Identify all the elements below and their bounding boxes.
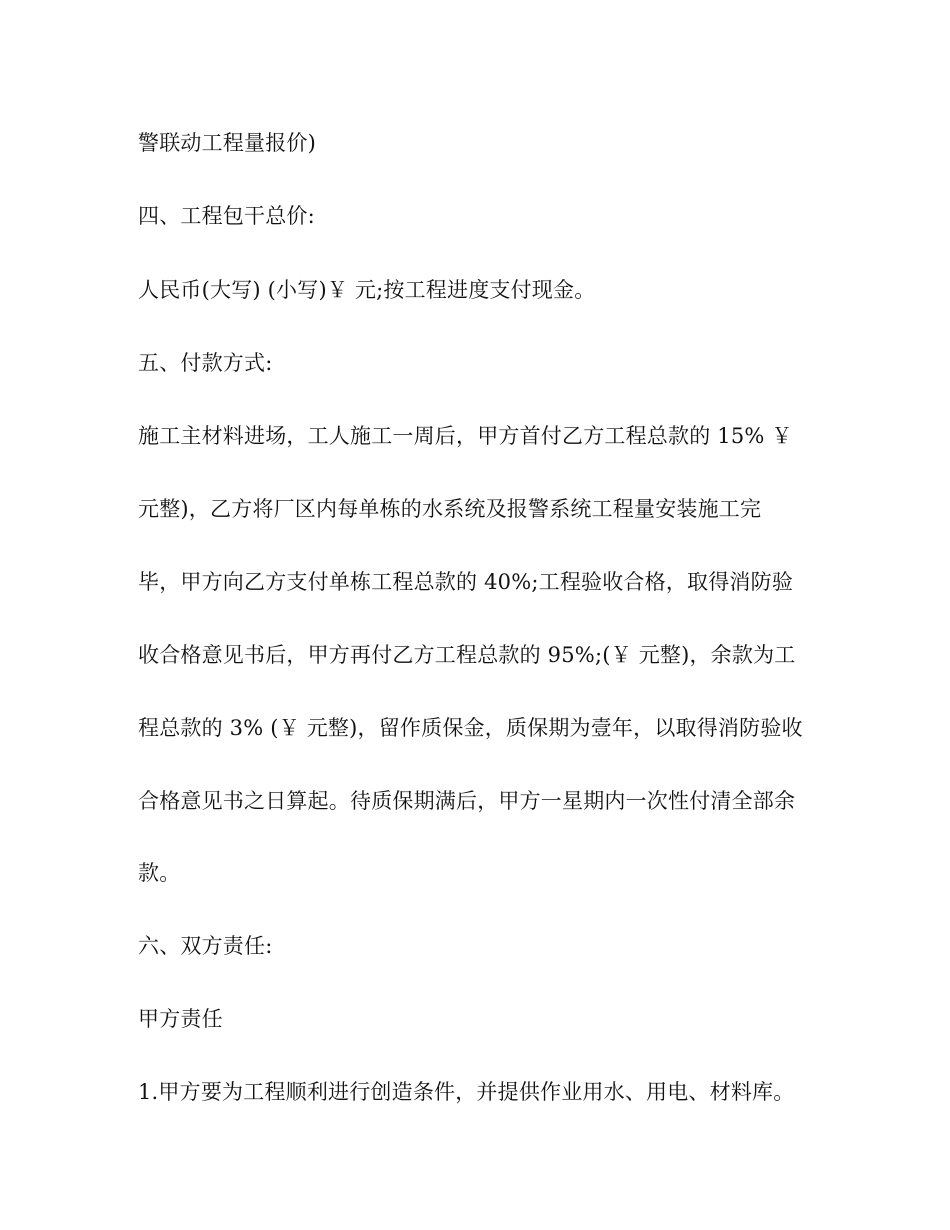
party-a-heading: 甲方责任 — [138, 1007, 223, 1031]
text-line-1: 警联动工程量报价) — [138, 131, 316, 155]
payment-line-7: 款。 — [138, 861, 181, 885]
payment-line-1: 施工主材料进场，工人施工一周后，甲方首付乙方工程总款的 15% ￥ — [138, 424, 793, 448]
text-line-price: 人民币(大写) (小写)￥ 元;按工程进度支付现金。 — [138, 278, 596, 302]
payment-line-2: 元整)，乙方将厂区内每单栋的水系统及报警系统工程量安装施工完 — [138, 497, 762, 521]
payment-line-4: 收合格意见书后，甲方再付乙方工程总款的 95%;(￥ 元整)，余款为工 — [138, 643, 796, 667]
payment-line-5: 程总款的 3% (￥ 元整)，留作质保金，质保期为壹年，以取得消防验收 — [138, 716, 803, 740]
section-heading-6: 六、双方责任: — [138, 934, 273, 958]
section-heading-5: 五、付款方式: — [138, 351, 273, 375]
payment-line-3: 毕，甲方向乙方支付单栋工程总款的 40%;工程验收合格，取得消防验 — [138, 570, 794, 594]
section-heading-4: 四、工程包干总价: — [138, 204, 315, 228]
payment-line-6: 合格意见书之日算起。待质保期满后，甲方一星期内一次性付清全部余 — [138, 789, 796, 813]
party-a-item-1: 1.甲方要为工程顺利进行创造条件，并提供作业用水、用电、材料库。 — [138, 1080, 795, 1104]
